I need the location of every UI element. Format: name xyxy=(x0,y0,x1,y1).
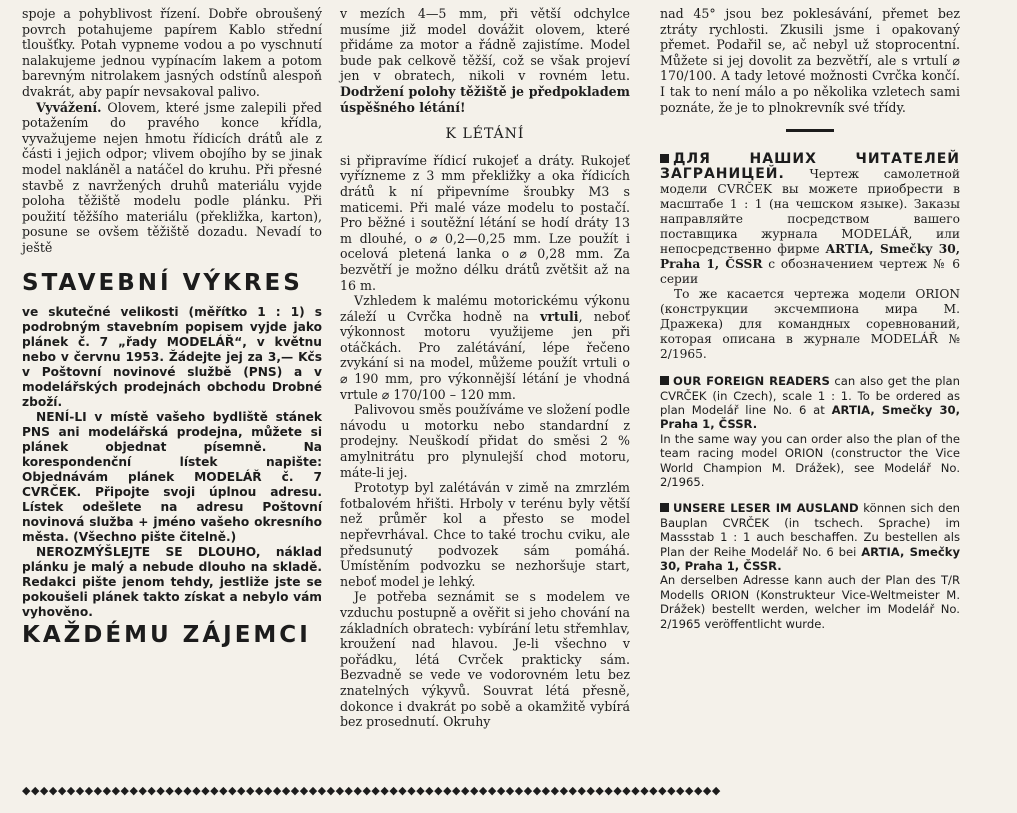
cog-emphasis: Dodržení polohy těžiště je předpokladem úspěšného létání! xyxy=(340,83,630,115)
plan-info-block: ve skutečné velikosti (měřítko 1 : 1) s podrobným stavebním popisem vyjde jako plánek č. 7 „řady MODELÁŘ“, v květnu nebo v červnu 1953. Žádejte jej za 3,— Kčs v Poštovní novinové službě (PNS) a v modelářských prodejnách obchodu Drobné zboží. xyxy=(22,305,322,410)
paragraph-fuel: Palivovou směs používáme ve složení podle návodu u motorku nebo standardní z prodejny. Neuškodí přidat do směsi 2 % amylnitrátu pro plynulejší chod motoru, máte-li jej. xyxy=(340,402,630,480)
german-address: ARTIA, Smečky 30, Praha 1, ČSSR. xyxy=(660,544,961,574)
column-right xyxy=(660,6,960,631)
paragraph-balancing xyxy=(22,100,322,256)
russian-text-1: Чертеж самолетной модели CVRČEK вы можете приобрести в масштабе 1 : 1 (на чешском языке). Заказы направляйте посредством вашего поставщика журнала MODELÁŘ, или непосредственно фирме xyxy=(660,167,960,257)
balancing-lead: Vyvážení. xyxy=(36,99,102,115)
headline-every-interested: KAŽDÉMU ZÁJEMCI xyxy=(22,622,311,649)
diamond-border-divider: ◆◆◆◆◆◆◆◆◆◆◆◆◆◆◆◆◆◆◆◆◆◆◆◆◆◆◆◆◆◆◆◆◆◆◆◆◆◆◆◆◆◆◆◆◆◆◆◆◆◆◆◆◆◆◆◆◆◆◆◆◆◆◆◆◆◆◆◆◆◆◆◆◆◆◆◆◆◆ xyxy=(22,784,721,797)
russian-orion-note: То же касается чертежа модели ORION (конструкции эксчемпиона мира М. Дражека) для командных соревнований, которая описана в журнале MODELÁŘ № 2/1965. xyxy=(660,287,960,362)
russian-heading: ДЛЯ НАШИХ ЧИТАТЕЛЕЙ ЗАГРАНИЦЕЙ. xyxy=(660,151,960,183)
english-address: ARTIA, Smečky 30, Praha 1, ČSSR. xyxy=(660,402,960,432)
square-bullet-icon xyxy=(660,503,669,512)
english-heading: OUR FOREIGN READERS xyxy=(673,374,830,389)
section-divider xyxy=(786,129,834,132)
english-orion-note: In the same way you can order also the plan of the team racing model ORION (constructor the Vice World Champion M. Drážek), see Modelář No. 2/1965. xyxy=(660,431,960,489)
english-text: can also get the plan CVRČEK (in Czech), scale 1 : 1. To be ordered as plan Modelář line No. 6 at xyxy=(660,374,960,417)
paragraph-maneuvers: Je potřeba seznámit se s modelem ve vzduchu postupně a ověřit si jeho chování na základních obratech: vybírání letu střemhlav, kroužení nad hlavou. Je-li všechno v pořádku, létá Cvrček prakticky sám. Bezvadně se vede ve vodorovném letu bez znatelných výkyvů. Souvrat létá přesně, dokonce i dvakrát po sobě a okamžitě vybírá bez prosednutí. Okruhy xyxy=(340,589,630,730)
paragraph-surface-finish: spoje a pohyblivost řízení. Dobře obroušený povrch potahujeme papírem Kablo střední tloušťky. Potah vypneme vodou a po vyschnutí nalakujeme jednou vypínacím lakem a potom barevným nitrolakem jasných odstínů alespoň dvakrát, aby papír nevsakoval palivo. xyxy=(22,6,322,99)
paragraph-propeller xyxy=(340,293,630,402)
russian-readers-block xyxy=(660,152,960,287)
paragraph-prototype: Prototyp byl zalétáván v zimě na zmrzlém fotbalovém hřišti. Hrboly v terénu byly větší než průměr kol a přesto se model nepřevrhával. Chce to také trochu cviku, ale předsunutý podvozek sám pomáhá. Umístěním podvozku se nezhoršuje start, neboť model je lehký. xyxy=(340,480,630,589)
russian-address: ARTIA, Smečky 30, Praha 1, ČSSR xyxy=(660,242,960,272)
english-readers-block xyxy=(660,374,960,432)
propeller-emphasis: vrtuli xyxy=(540,308,579,324)
german-text: können sich den Bauplan CVRČEK (in tschech. Sprache) im Massstab 1 : 1 auch beschaffen. Zu bestellen als Plan der Reihe Modelář No. 6 bei xyxy=(660,501,960,559)
cog-text: v mezích 4—5 mm, při větší odchylce musíme již model dovážit olovem, které přidáme za motor a řádně zajistíme. Model bude pak celkově těžší, což se však projeví jen v obratech, nikoli v rovném letu. xyxy=(340,6,630,84)
order-by-mail-block: NENÍ-LI v místě vašeho bydliště stánek PNS ani modelářská prodejna, můžete si plánek objednat písemně. Na korespondenční lístek napište: Objednávám plánek MODELÁŘ č. 7 CVRČEK. Připojte svoji úplnou adresu. Lístek odešlete na adresu Poštovní novinová služba + jméno vašeho okresního města. (Všechno pište čitelně.) xyxy=(22,410,322,545)
limited-supply-block: NEROZMÝŠLEJTE SE DLOUHO, náklad plánku je malý a nebude dlouho na skladě. Redakci pište jenom tehdy, jestliže jste se pokoušeli plánek takto získat a nebylo vám vyhověno. xyxy=(22,545,322,620)
square-bullet-icon xyxy=(660,154,669,163)
propeller-text-c: , neboť výkonnost motoru využijeme jen při otáčkách. Pro zalétávání, lépe řečeno zvykání si na model, můžeme použít vrtuli o ⌀ 190 mm, pro výkonnější létání je vhodná vrtule ⌀ 170/100 – 120 mm. xyxy=(340,308,630,402)
russian-text-2: с обозначением чертеж № 6 серии xyxy=(660,257,960,287)
german-readers-block xyxy=(660,501,960,573)
paragraph-control-wires: si připravíme řídicí rukojeť a dráty. Rukojeť vyřízneme z 3 mm překližky a oka řídicích drátů k ní připevníme šroubky M3 s maticemi. Při malé váze modelu to postačí. Pro běžné i soutěžní létání se hodí dráty 13 m dlouhé, o ⌀ 0,2—0,25 mm. Lze použít i ocelová pletená lanka o ⌀ 0,28 mm. Za bezvětří je možno délku drátů zvětšit až na 16 m. xyxy=(340,152,630,293)
subhead-flying: K LÉTÁNÍ xyxy=(445,126,525,143)
german-orion-note: An derselben Adresse kann auch der Plan des T/R Modells ORION (Konstrukteur Vice-Weltmeister M. Drážek) bestellt werden, welcher im Modelář No. 2/1965 veröffentlicht wurde. xyxy=(660,573,960,631)
german-heading: UNSERE LESER IM AUSLAND xyxy=(673,501,859,516)
paragraph-loops: nad 45° jsou bez poklesávání, přemet bez ztráty rychlosti. Zkusili jsme i opakovaný přemet. Podařil se, ač nebyl už stoprocentní. Můžete si jej dovolit za bezvětří, ale s vrtulí ⌀ 170/100. A tady letové možnosti Cvrčka končí. I tak to není málo a po několika vzletech sami poznáte, že je to plnokrevník své třídy. xyxy=(660,6,960,115)
paragraph-center-of-gravity xyxy=(340,6,630,115)
propeller-text-a: Vzhledem k malému motorickému výkonu záleží u Cvrčka hodně na xyxy=(340,293,630,324)
column-middle xyxy=(340,6,630,730)
headline-building-plan: STAVEBNÍ VÝKRES xyxy=(22,269,303,296)
column-left xyxy=(22,6,322,649)
balancing-text: Olovem, které jsme zalepili před potažením do pravého konce křídla, vyvažujeme nejen hmotu řídicích drátů ale z části i jejich odpor; vlivem obojího by se jinak model nakláněl a natáčel do kruhu. Při přesné stavbě z navržených druhů materiálu vyjde poloha těžiště modelu podle plánku. Při použití těžšího materiálu (překližka, karton), posune se ovšem těžiště dozadu. Nevadí to ještě xyxy=(22,99,322,255)
square-bullet-icon xyxy=(660,376,669,385)
